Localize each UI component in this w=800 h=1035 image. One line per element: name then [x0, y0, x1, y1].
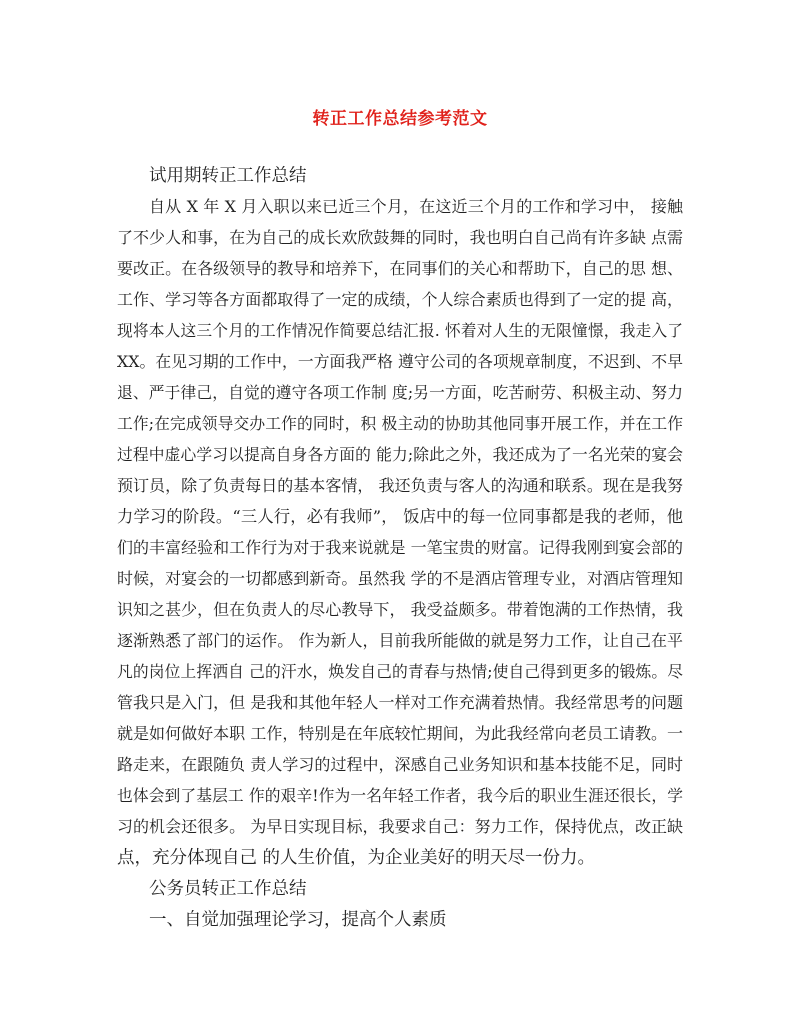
- paragraph-line: 力学习的阶段。“三人行，必有我师”， 饭店中的每一位同事都是我的老师，他: [117, 507, 683, 526]
- paragraph-line: 退、严于律己，自觉的遵守各项工作制 度;另一方面，吃苦耐劳、积极主动、努力: [117, 383, 683, 402]
- paragraph-line: 时候，对宴会的一切都感到新奇。虽然我 学的不是酒店管理专业，对酒店管理知: [117, 569, 683, 588]
- paragraph-line: 识知之甚少，但在负责人的尽心教导下， 我受益颇多。带着饱满的工作热情，我: [117, 600, 683, 619]
- paragraph-line: 就是如何做好本职 工作，特别是在年底较忙期间，为此我经常向老员工请教。一: [117, 724, 683, 743]
- paragraph-line: 逐渐熟悉了部门的运作。 作为新人，目前我所能做的就是努力工作，让自己在平: [117, 631, 683, 650]
- paragraph-line: 预订员，除了负责每日的基本客情， 我还负责与客人的沟通和联系。现在是我努: [117, 476, 683, 495]
- paragraph-line: XX。在见习期的工作中，一方面我严格 遵守公司的各项规章制度，不迟到、不早: [117, 352, 683, 371]
- paragraph-line: 自从 X 年 X 月入职以来已近三个月，在这近三个月的工作和学习中， 接触: [149, 197, 683, 216]
- paragraph-line: 工作;在完成领导交办工作的同时，积 极主动的协助其他同事开展工作，并在工作: [117, 414, 683, 433]
- section-heading-civil-servant: 公务员转正工作总结: [149, 879, 307, 899]
- paragraph-line: 了不少人和事，在为自己的成长欢欣鼓舞的同时，我也明白自己尚有许多缺 点需: [117, 228, 683, 247]
- paragraph-line: 习的机会还很多。 为早日实现目标，我要求自己：努力工作，保持优点，改正缺: [117, 817, 683, 836]
- paragraph-line: 过程中虚心学习以提高自身各方面的 能力;除此之外，我还成为了一名光荣的宴会: [117, 445, 683, 464]
- paragraph-line: 们的丰富经验和工作行为对于我来说就是 一笔宝贵的财富。记得我刚到宴会部的: [117, 538, 683, 557]
- paragraph-line: 也体会到了基层工 作的艰辛!作为一名年轻工作者，我今后的职业生涯还很长，学: [117, 786, 683, 805]
- section-subheading: 一、自觉加强理论学习，提高个人素质: [149, 910, 447, 930]
- document-title: 转正工作总结参考范文: [312, 109, 488, 129]
- paragraph-line: 要改正。在各级领导的教导和培养下，在同事们的关心和帮助下，自己的思 想、: [117, 259, 683, 278]
- section-heading-probation: 试用期转正工作总结: [149, 166, 307, 186]
- paragraph-line: 凡的岗位上挥洒自 己的汗水，焕发自己的青春与热情;使自己得到更多的锻炼。尽: [117, 662, 683, 681]
- paragraph-line: 点，充分体现自己 的人生价值，为企业美好的明天尽一份力。: [117, 848, 596, 868]
- paragraph-line: 路走来，在跟随负 责人学习的过程中，深感自己业务知识和基本技能不足，同时: [117, 755, 683, 774]
- paragraph-line: 现将本人这三个月的工作情况作简要总结汇报. 怀着对人生的无限憧憬，我走入了: [117, 321, 683, 340]
- paragraph-line: 工作、学习等各方面都取得了一定的成绩，个人综合素质也得到了一定的提 高，: [117, 290, 683, 309]
- paragraph-line: 管我只是入门，但 是我和其他年轻人一样对工作充满着热情。我经常思考的问题: [117, 693, 683, 712]
